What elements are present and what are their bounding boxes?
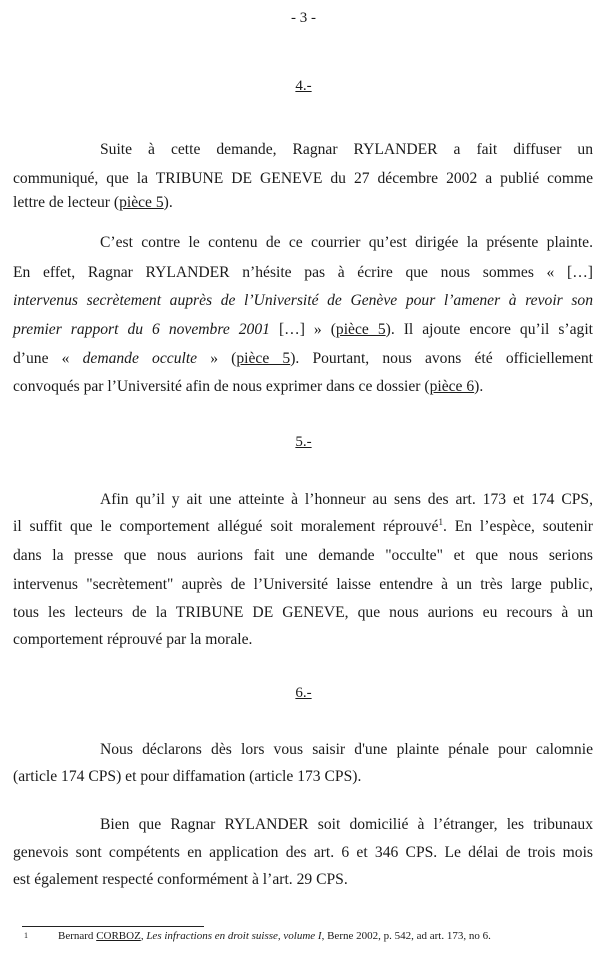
quoted-text: demande occulte bbox=[82, 350, 198, 367]
footnote-number: 1 bbox=[24, 931, 28, 940]
paragraph-line: il suffit que le comportement allégué soit moralement réprouvé$^1$. En l’espèce, soutenir bbox=[13, 516, 594, 535]
footnote-author: CORBOZ bbox=[96, 930, 141, 942]
paragraph-line: genevois sont compétents en application des art. 6 et 346 CPS. Le délai de trois mois bbox=[13, 844, 593, 861]
paragraph-line: Suite à cette demande, Ragnar RYLANDER a fait diffuser un bbox=[100, 141, 593, 158]
paragraph-line: communiqué, que la TRIBUNE DE GENEVE du 27 décembre 2002 a publié comme bbox=[13, 170, 593, 187]
paragraph-line: Bien que Ragnar RYLANDER soit domicilié à l’étranger, les tribunaux bbox=[100, 816, 593, 833]
paragraph-line: dans la presse que nous aurions fait une demande "occulte" et que nous serions bbox=[13, 547, 593, 564]
footnote-text: Bernard CORBOZ, Les infractions en droit suisse, volume I, Berne 2002, p. 542, ad art. 173, no 6. bbox=[58, 930, 491, 942]
section-heading-6: 6.- bbox=[295, 685, 312, 701]
quoted-text: premier rapport du 6 novembre 2001 bbox=[13, 321, 270, 338]
footnote-marker: 1 bbox=[438, 516, 443, 527]
paragraph-line: C’est contre le contenu de ce courrier qu’est dirigée la présente plainte. bbox=[100, 234, 593, 251]
section-heading-4: 4.- bbox=[295, 78, 312, 94]
exhibit-reference: pièce 5 bbox=[335, 321, 386, 338]
paragraph-line: premier rapport du 6 novembre 2001 […] » (pièce 5). Il ajoute encore qu’il s’agit bbox=[13, 321, 593, 338]
exhibit-reference: pièce 6 bbox=[429, 378, 475, 395]
paragraph-line: intervenus "secrètement" auprès de l’Université laisse entendre à un très large public, bbox=[13, 576, 593, 593]
paragraph-line: d’une « demande occulte » (pièce 5). Pourtant, nous avons été officiellement bbox=[13, 350, 593, 367]
paragraph-line: En effet, Ragnar RYLANDER n’hésite pas à écrire que nous sommes « […] bbox=[13, 264, 593, 281]
paragraph-line: Afin qu’il y ait une atteinte à l’honneur au sens des art. 173 et 174 CPS, bbox=[100, 491, 593, 508]
exhibit-reference: pièce 5 bbox=[236, 350, 291, 367]
exhibit-reference: pièce 5 bbox=[119, 194, 164, 211]
quoted-text: intervenus secrètement auprès de l’Université de Genève pour l’amener à revoir son bbox=[13, 292, 593, 309]
paragraph-line: convoqués par l’Université afin de nous exprimer dans ce dossier (pièce 6). bbox=[13, 378, 484, 395]
paragraph-line: lettre de lecteur (pièce 5). bbox=[13, 194, 173, 211]
paragraph-line: tous les lecteurs de la TRIBUNE DE GENEVE, que nous aurions eu recours à un bbox=[13, 604, 593, 621]
page-number: - 3 - bbox=[291, 10, 316, 26]
section-heading-5: 5.- bbox=[295, 434, 312, 450]
paragraph-line: (article 174 CPS) et pour diffamation (article 173 CPS). bbox=[13, 768, 362, 785]
paragraph-line: Nous déclarons dès lors vous saisir d'une plainte pénale pour calomnie bbox=[100, 741, 593, 758]
paragraph-line: est également respecté conformément à l’art. 29 CPS. bbox=[13, 871, 348, 888]
footnote-title: Les infractions en droit suisse, volume I bbox=[146, 930, 322, 942]
footnote-separator bbox=[22, 926, 204, 927]
paragraph-line: comportement réprouvé par la morale. bbox=[13, 631, 253, 648]
